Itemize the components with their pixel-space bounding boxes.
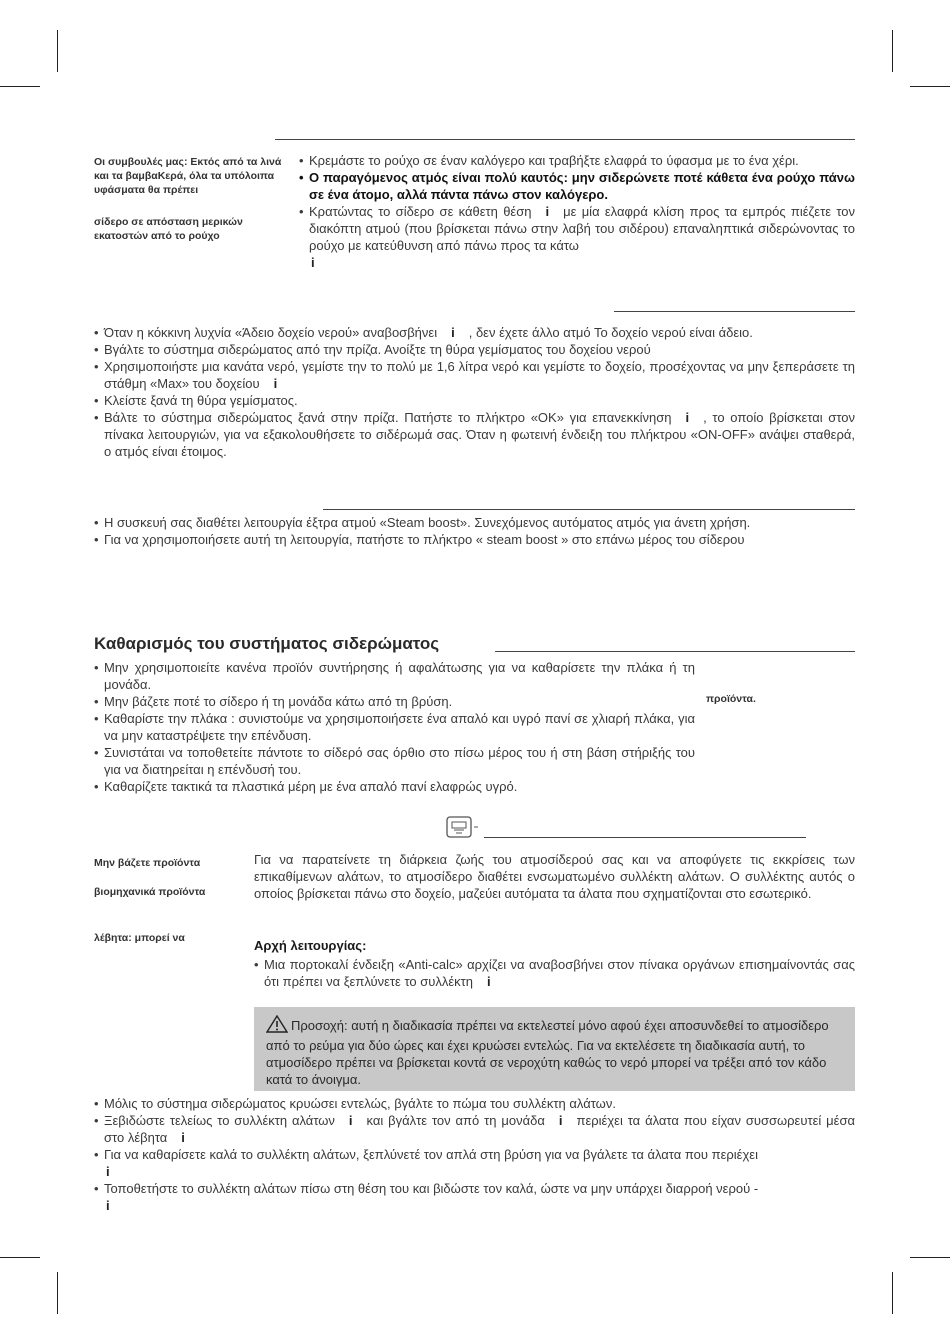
- anti-calc-paragraph: Για να παρατείνετε τη διάρκεια ζωής του ατμοσίδερού σας και να αποφύγετε τις εκκρίσεις των επικαθίμενων αλάτων, το ατμοσίδερο διαθέτει ενσωματωμένο συλλέκτη αλάτων. Ο συλλέκτης αυτός ο οποίος βρίσκεται πάνω στο δοχείο, μαζεύει αυτόματα τα άλατα που σχηματίζονται στο εσωτερικό.: [254, 852, 855, 901]
- warning-icon: [266, 1015, 288, 1037]
- crop-mark: [910, 86, 950, 87]
- warning-box: Προσοχή: αυτή η διαδικασία πρέπει να εκτελεστεί μόνο αφού έχει αποσυνδεθεί το ατμοσίδερο από το ρεύμα για δύο ώρες και έχει κρυώσει εντελώς. Για να εκτελέσετε τη διαδικασία αυτή, το ατμοσίδερο πρέπει να βρίσκεται κοντά σε νεροχύτη καθώς το νερό μπορεί να τρέξει από τον κάδο κατά το άνοιγμα.: [254, 1007, 855, 1091]
- subheading: Αρχή λειτουργίας:: [254, 938, 367, 953]
- list-item: • Κρατώντας το σίδερο σε κάθετη θέση i με μία ελαφρά κλίση προς τα εμπρός πιέζετε τον διακόπτη ατμού (που βρίσκεται πάνω στην λαβή του σιδέρου) επαναληπτικά σιδερώνοντας το ρούχο με κατεύθυνση από πάνω προς τα κάτω: [299, 203, 855, 254]
- descaling-steps: [94, 1095, 855, 1214]
- info-icon: i: [106, 1164, 110, 1179]
- crop-mark: [57, 1272, 58, 1314]
- info-icon: i: [487, 974, 491, 989]
- crop-mark: [892, 30, 893, 72]
- side-note: βιομηχανικά προϊόντα: [94, 886, 206, 898]
- info-icon: i: [685, 410, 690, 425]
- list-item: • Για να χρησιμοποιήσετε αυτή τη λειτουργία, πατήστε το πλήκτρο « steam boost » στο επάνω μέρος του σίδερου: [94, 531, 855, 548]
- list-item: • Συνιστάται να τοποθετείτε πάντοτε το σίδερό σας όρθιο στο πίσω μέρος του ή στη βάση στήριξής του για να διατηρείται η επένδυσή του.: [94, 744, 695, 778]
- list-item: • Καθαρίστε την πλάκα : συνιστούμε να χρησιμοποιήσετε ένα απαλό και υγρό πανί σε χλιαρή πλάκα, για να μην καταστρέψετε την επένδυση.: [94, 710, 695, 744]
- info-icon: i: [311, 255, 315, 270]
- crop-mark: [57, 30, 58, 72]
- info-icon: i: [545, 204, 550, 219]
- info-icon: i: [181, 1130, 185, 1145]
- list-item: • Μια πορτοκαλί ένδειξη «Anti-calc» αρχίζει να αναβοσβήνει στον πίνακα οργάνων επισημαίνοντάς σας ότι πρέπει να ξεπλύνετε το συλλέκτη i: [254, 956, 855, 990]
- section-rule: [275, 139, 855, 140]
- cleaning-instructions: [94, 659, 695, 795]
- info-icon: i: [273, 376, 278, 391]
- side-note: Μην βάζετε προϊόντα: [94, 857, 201, 869]
- side-note: λέβητα: μπορεί να: [94, 932, 185, 944]
- list-item: • Ξεβιδώστε τελείως το συλλέκτη αλάτων i και βγάλτε τον από τη μονάδα i περιέχει τα άλατα που είχαν συσσωρευτεί μέσα στο λέβητα i: [94, 1112, 855, 1146]
- crop-mark: [910, 1257, 950, 1258]
- anti-calc-icon: [446, 816, 472, 838]
- side-note: Οι συμβουλές μας: Εκτός από τα λινά και τα βαμβαΚερά, όλα τα υπόλοιπα υφάσματα θα πρέπει: [94, 156, 282, 196]
- list-item: • Κρεμάστε το ρούχο σε έναν καλόγερο και τραβήξτε ελαφρά το ύφασμα με το ένα χέρι.: [299, 152, 855, 169]
- list-item: • Καθαρίζετε τακτικά τα πλαστικά μέρη με ένα απαλό πανί ελαφρώς υγρό.: [94, 778, 695, 795]
- list-item: • Τοποθετήστε το συλλέκτη αλάτων πίσω στη θέση του και βιδώστε τον καλά, ώστε να μην υπάρχει διαρροή νερού - i: [94, 1180, 855, 1214]
- info-icon: i: [558, 1113, 563, 1128]
- crop-mark: [892, 1272, 893, 1314]
- steam-boost-instructions: [94, 514, 855, 548]
- list-item: • Βγάλτε το σύστημα σιδερώματος από την πρίζα. Ανοίξτε τη θύρα γεμίσματος του δοχείου νερού: [94, 341, 855, 358]
- info-icon: i: [348, 1113, 353, 1128]
- anti-calc-principle: [254, 956, 855, 990]
- info-icon: i: [106, 1198, 110, 1213]
- section-rule: [495, 651, 855, 652]
- list-item: • Μόλις το σύστημα σιδερώματος κρυώσει εντελώς, βγάλτε το πώμα του συλλέκτη αλάτων.: [94, 1095, 855, 1112]
- list-item: • Βάλτε το σύστημα σιδερώματος ξανά στην πρίζα. Πατήστε το πλήκτρο «OK» για επανεκκίνηση i , το οποίο βρίσκεται στον πίνακα λειτουργιών, για να εξακολουθήσετε το σιδέρωμά σας. Όταν η φωτεινή ένδειξη του πλήκτρου «ON-OFF» ανάψει σταθερά, ο ατμός είναι έτοιμος.: [94, 409, 855, 460]
- refill-instructions: [94, 324, 855, 460]
- side-note: σίδερο σε απόσταση μερικών εκατοστών από το ρούχο: [94, 216, 243, 242]
- vertical-steam-instructions: [299, 152, 855, 271]
- list-item: • Όταν η κόκκινη λυχνία «Άδειο δοχείο νερού» αναβοσβήνει i , δεν έχετε άλλο ατμό Το δοχείο νερού είναι άδειο.: [94, 324, 855, 341]
- list-item: • Μην βάζετε ποτέ το σίδερο ή τη μονάδα κάτω από τη βρύση.: [94, 693, 695, 710]
- section-heading: Καθαρισμός του συστήματος σιδερώματος: [94, 634, 440, 653]
- section-rule: [484, 837, 806, 838]
- side-note: προϊόντα.: [706, 693, 756, 705]
- list-item: • Μην χρησιμοποιείτε κανένα προϊόν συντήρησης ή αφαλάτωσης για να καθαρίσετε την πλάκα ή τη μονάδα.: [94, 659, 695, 693]
- list-item: • Η συσκευή σας διαθέτει λειτουργία έξτρα ατμού «Steam boost». Συνεχόμενος αυτόματος ατμός για άνετη χρήση.: [94, 514, 855, 531]
- list-item: • Ο παραγόμενος ατμός είναι πολύ καυτός: μην σιδερώνετε ποτέ κάθετα ένα ρούχο πάνω σε ένα άτομο, αλλά πάντα πάνω στον καλόγερο.: [299, 169, 855, 203]
- crop-mark: [0, 86, 40, 87]
- crop-mark: [0, 1257, 40, 1258]
- list-item: • Κλείστε ξανά τη θύρα γεμίσματος.: [94, 392, 855, 409]
- section-rule: [323, 509, 855, 510]
- section-rule: [614, 311, 855, 312]
- list-item: • Για να καθαρίσετε καλά το συλλέκτη αλάτων, ξεπλύνετέ τον απλά στη βρύση για να βγάλετε τα άλατα που περιέχει i: [94, 1146, 855, 1180]
- list-item: • Χρησιμοποιήστε μια κανάτα νερό, γεμίστε την το πολύ με 1,6 λίτρα νερό και γεμίστε το δοχείο, προσέχοντας να μην ξεπεράσετε τη στάθμη «Max» του δοχείου i: [94, 358, 855, 392]
- info-icon: i: [451, 325, 455, 340]
